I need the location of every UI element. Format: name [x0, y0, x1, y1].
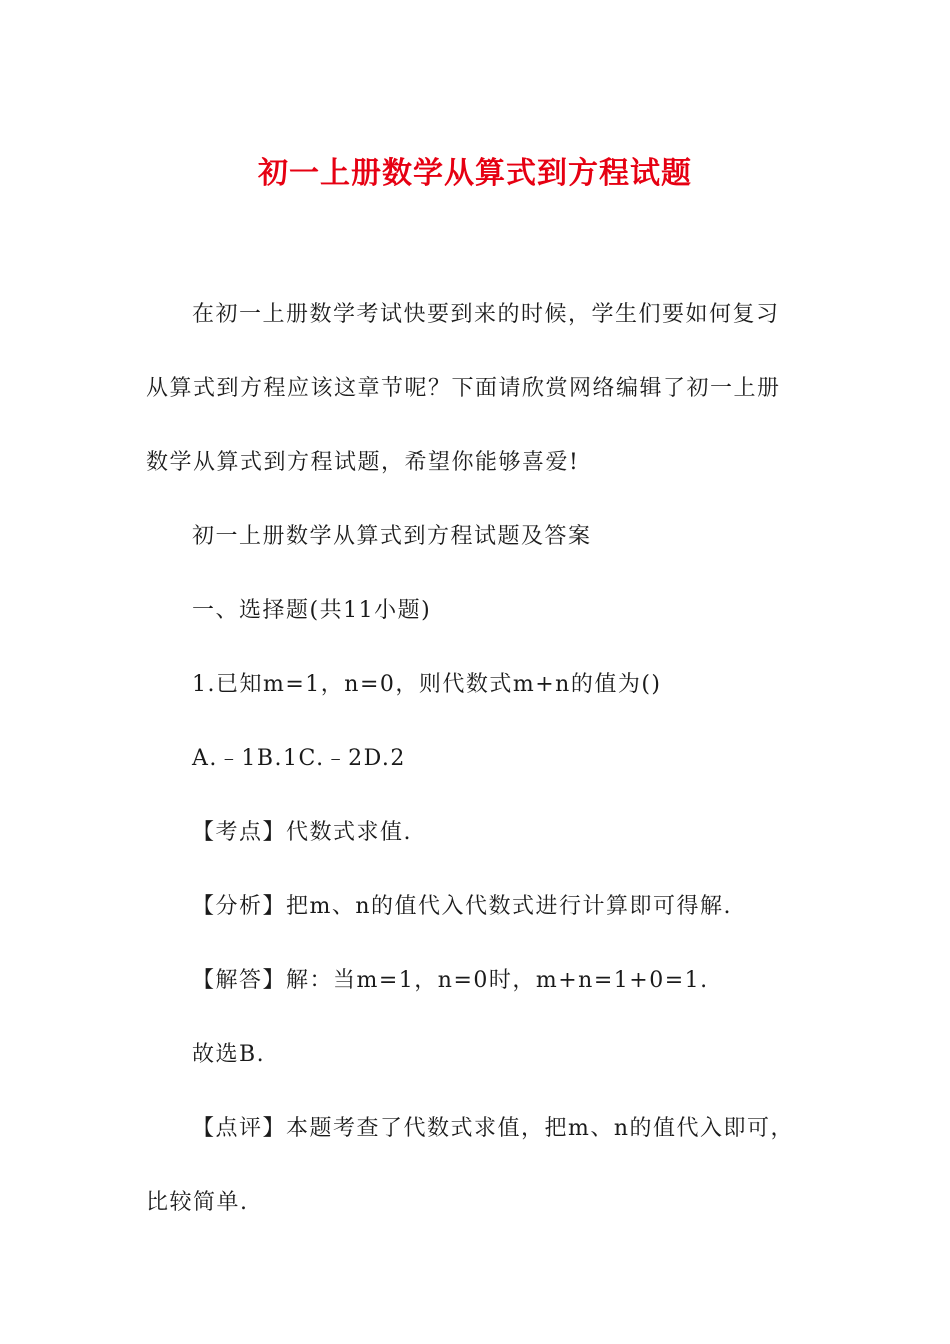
commentary: 【点评】本题考查了代数式求值，把m、n的值代入即可，比较简单. — [146, 1116, 795, 1215]
document-title: 初一上册数学从算式到方程试题 — [258, 156, 692, 191]
question-type-heading: 一、选择题(共11小题) — [192, 598, 432, 623]
document-body — [146, 278, 796, 1240]
exam-point: 【考点】代数式求值. — [192, 820, 412, 845]
question-options: A.﹣1B.1C.﹣2D.2 — [192, 746, 406, 771]
answer-choice: 故选B. — [192, 1042, 266, 1067]
solution: 【解答】解：当m=1，n=0时，m+n=1+0=1. — [192, 968, 709, 993]
analysis: 【分析】把m、n的值代入代数式进行计算即可得解. — [192, 894, 733, 919]
section-heading: 初一上册数学从算式到方程试题及答案 — [192, 524, 592, 549]
question-text: 1.已知m=1，n=0，则代数式m+n的值为() — [192, 672, 662, 697]
intro-paragraph: 在初一上册数学考试快要到来的时候，学生们要如何复习从算式到方程应该这章节呢？下面请欣赏网络编辑了初一上册数学从算式到方程试题，希望你能够喜爱! — [146, 302, 781, 475]
